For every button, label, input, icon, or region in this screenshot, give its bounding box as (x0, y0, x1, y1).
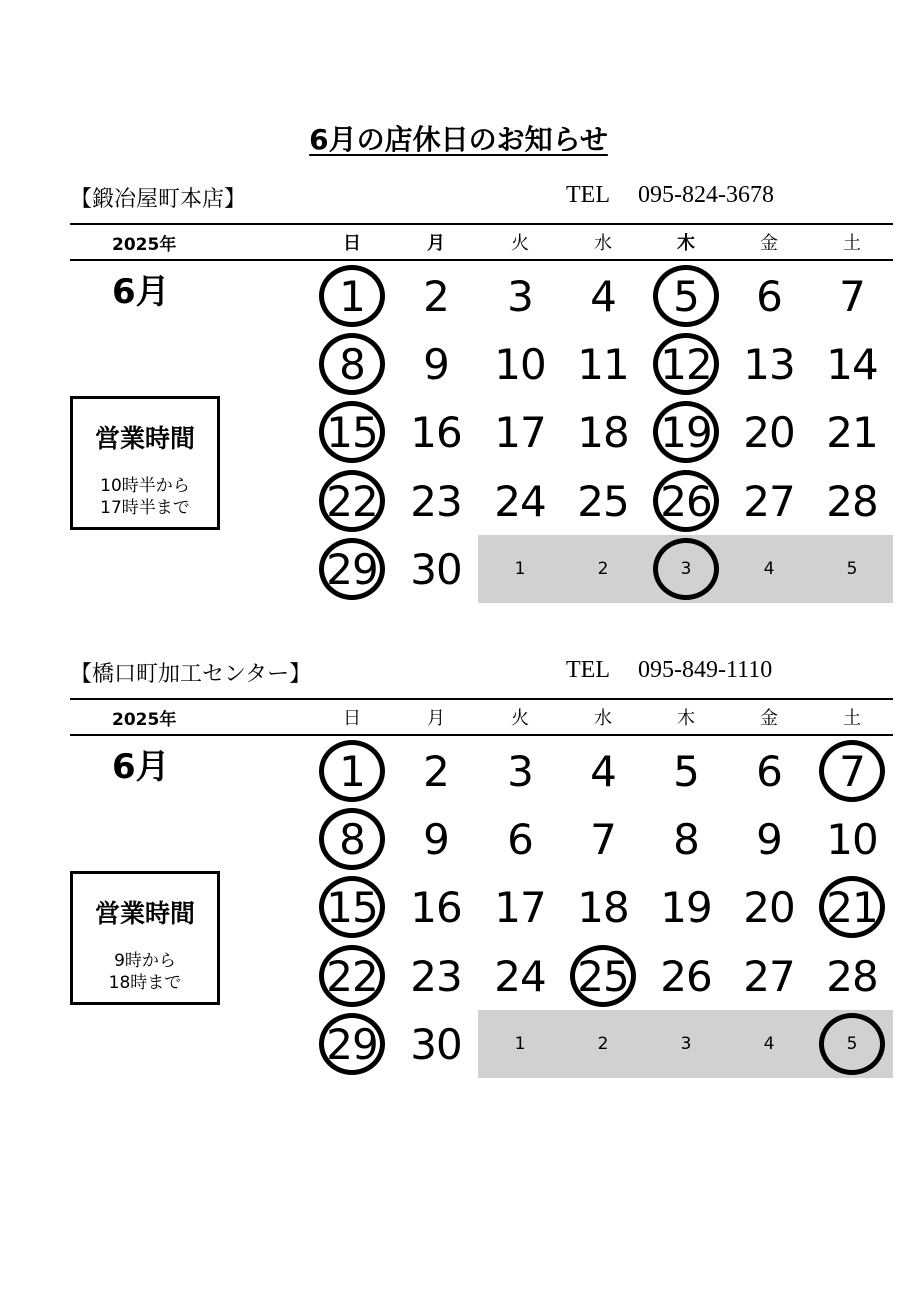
calendar-day: 9 (756, 814, 782, 864)
calendar-day: 10 (494, 339, 546, 389)
calendar-day: 30 (410, 1019, 462, 1069)
calendar-day: 4 (763, 559, 775, 579)
calendar-day: 9 (423, 339, 449, 389)
calendar-month: 6月 (112, 272, 170, 312)
calendar-day: 11 (577, 339, 629, 389)
calendar-day: 24 (494, 476, 546, 526)
calendar-day: 21 (826, 407, 878, 457)
calendar-day: 16 (410, 407, 462, 457)
calendar-day: 3 (680, 1034, 692, 1054)
calendar-day: 2 (597, 559, 609, 579)
calendar-day: 2 (423, 271, 449, 321)
calendar-day: 20 (743, 407, 795, 457)
calendar-day: 8 (673, 814, 699, 864)
calendar-day: 2 (597, 1034, 609, 1054)
business-hours-box (70, 871, 220, 1005)
store-tel (566, 657, 772, 684)
business-hours-lines (73, 950, 217, 994)
weekday-header: 木 (677, 708, 695, 729)
tel-label: TEL (566, 657, 610, 683)
weekday-header: 日 (343, 233, 361, 254)
calendar-day: 6 (507, 814, 533, 864)
weekday-header: 日 (343, 708, 361, 729)
calendar-day: 8 (339, 339, 365, 389)
calendar-month: 6月 (112, 747, 170, 787)
calendar-day: 7 (590, 814, 616, 864)
store-name: 【鍛冶屋町本店】 (70, 187, 247, 212)
calendar-day: 6 (756, 271, 782, 321)
calendar-day: 19 (660, 882, 712, 932)
business-hours-line: 18時まで (108, 973, 182, 993)
weekday-header: 金 (760, 233, 778, 254)
calendar-day: 2 (423, 746, 449, 796)
calendar-day: 14 (826, 339, 878, 389)
calendar-day: 23 (410, 476, 462, 526)
calendar-day: 12 (660, 339, 712, 389)
weekday-header: 土 (843, 708, 861, 729)
calendar-day: 28 (826, 951, 878, 1001)
weekday-header: 火 (511, 233, 529, 254)
calendar-day: 4 (590, 271, 616, 321)
business-hours-line: 10時半から (100, 476, 190, 496)
calendar-day: 23 (410, 951, 462, 1001)
calendar-day: 17 (494, 882, 546, 932)
header-bottom-rule (70, 259, 893, 261)
calendar-day: 7 (839, 746, 865, 796)
weekday-header: 水 (594, 233, 612, 254)
calendar-day: 15 (326, 882, 378, 932)
calendar-day: 1 (339, 271, 365, 321)
calendar-day: 1 (339, 746, 365, 796)
store-section (0, 182, 917, 662)
calendar-day: 18 (577, 407, 629, 457)
calendar-year: 2025年 (112, 710, 177, 730)
weekday-header: 月 (427, 233, 445, 254)
calendar-day: 27 (743, 951, 795, 1001)
weekday-header: 火 (511, 708, 529, 729)
weekday-header: 土 (843, 233, 861, 254)
business-hours-title: 営業時間 (94, 899, 195, 928)
store-section (0, 657, 917, 1137)
calendar-day: 1 (514, 1034, 526, 1054)
calendar-day: 21 (826, 882, 878, 932)
calendar-day: 19 (660, 407, 712, 457)
calendar-day: 6 (756, 746, 782, 796)
header-top-rule (70, 698, 893, 700)
header-bottom-rule (70, 734, 893, 736)
calendar-day: 9 (423, 814, 449, 864)
tel-label: TEL (566, 182, 610, 208)
calendar-day: 7 (839, 271, 865, 321)
calendar-day: 3 (507, 746, 533, 796)
calendar-day: 5 (673, 746, 699, 796)
calendar-day: 25 (577, 951, 629, 1001)
calendar-day: 20 (743, 882, 795, 932)
calendar-day: 18 (577, 882, 629, 932)
calendar-day: 29 (326, 1019, 378, 1069)
calendar-day: 4 (590, 746, 616, 796)
business-hours-title: 営業時間 (94, 424, 195, 453)
calendar-day: 28 (826, 476, 878, 526)
calendar-day: 22 (326, 951, 378, 1001)
weekday-header: 金 (760, 708, 778, 729)
calendar-day: 27 (743, 476, 795, 526)
weekday-header: 水 (594, 708, 612, 729)
business-hours-line: 9時から (114, 951, 176, 971)
calendar-day: 26 (660, 951, 712, 1001)
calendar-day: 3 (680, 559, 692, 579)
business-hours-lines (73, 475, 217, 519)
page-title: 6月の店休日のお知らせ (309, 123, 608, 156)
calendar-day: 15 (326, 407, 378, 457)
calendar-day: 24 (494, 951, 546, 1001)
calendar-day: 5 (846, 1034, 858, 1054)
store-tel (566, 182, 774, 209)
tel-number: 095-824-3678 (637, 182, 774, 208)
header-top-rule (70, 223, 893, 225)
calendar-year: 2025年 (112, 235, 177, 255)
calendar-day: 4 (763, 1034, 775, 1054)
calendar-day: 13 (743, 339, 795, 389)
calendar-day: 3 (507, 271, 533, 321)
calendar-day: 8 (339, 814, 365, 864)
calendar-day: 22 (326, 476, 378, 526)
weekday-header: 月 (427, 708, 445, 729)
calendar-day: 5 (673, 271, 699, 321)
tel-number: 095-849-1110 (637, 657, 773, 683)
calendar-day: 26 (660, 476, 712, 526)
calendar-day: 17 (494, 407, 546, 457)
business-hours-line: 17時半まで (100, 498, 190, 518)
calendar-day: 5 (846, 559, 858, 579)
weekday-header: 木 (677, 233, 695, 254)
calendar-day: 10 (826, 814, 878, 864)
calendar-day: 29 (326, 544, 378, 594)
business-hours-box (70, 396, 220, 530)
calendar-day: 25 (577, 476, 629, 526)
calendar-day: 16 (410, 882, 462, 932)
store-name: 【橋口町加工センター】 (70, 662, 312, 687)
calendar-day: 30 (410, 544, 462, 594)
calendar-day: 1 (514, 559, 526, 579)
